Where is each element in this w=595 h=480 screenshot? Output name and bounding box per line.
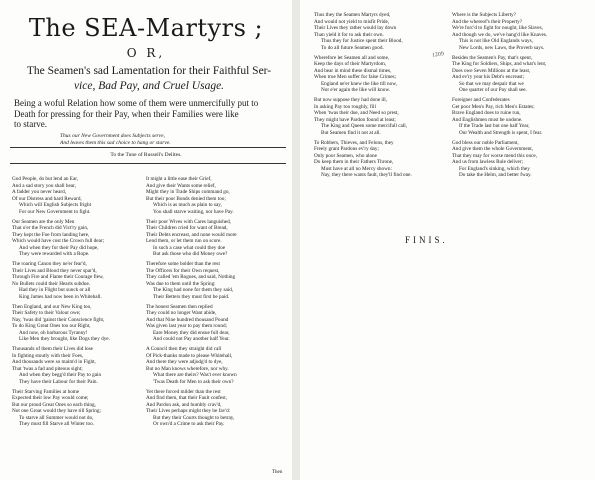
verse-line: And ev'ry year his Debt's encreast; [452, 74, 525, 80]
stanza [12, 176, 140, 215]
verse-column-4 [452, 12, 586, 182]
verse-line: But Seamen find it not at all. [321, 129, 381, 136]
verse-line: Thus they for Justice spent their Blood, [321, 38, 403, 44]
verse-line: Like Men they brought, like Dogs they dye. [19, 336, 110, 342]
shelfmark: 1209 [431, 51, 445, 59]
verse-line: Was due to them until the Spring: [146, 280, 216, 287]
verse-line: Nay, 'twas did 'gainst their Conscience fight, [12, 316, 105, 323]
verse-line: So that we may despair that we [459, 80, 524, 87]
verse-line: When true Men suffer for false Crimes; [314, 74, 397, 80]
verse-line: And find them, that their Fault confest, [146, 395, 227, 401]
verse-line: And give their Wants some relief, [146, 182, 216, 189]
verse-line: God bless our noble Parliament, [452, 139, 519, 146]
verse-line: In asking Pay too roughly, fill [314, 103, 376, 110]
verse-line: But they their Courts thought to betray, [153, 414, 235, 421]
stanza [452, 12, 586, 51]
verse-line: This is not like Old Englands ways, [459, 38, 533, 44]
stanza [452, 55, 586, 94]
verse-line: That they may for worse mend this once, [452, 152, 537, 159]
verse-line: Lend them, or let them run on score. [146, 238, 222, 244]
stanza [146, 304, 284, 343]
verse-line: To starve all Summer would not do, [19, 414, 94, 421]
stanza [146, 219, 284, 258]
book-gutter [292, 0, 300, 480]
verse-line: And Pardon ask, and humbly crav'd, [146, 401, 222, 408]
verse-line: Where is the Subjects Liberty? [452, 12, 516, 18]
verse-line: King James had now been in Whitehall. [19, 293, 102, 300]
verse-line: Do keep them in their Fathers Throne, [314, 159, 394, 165]
verse-line: Their Children cried for want of Bread, [146, 225, 228, 231]
ballad-title: The SEA-Martyrs ; [28, 14, 264, 42]
stanza [12, 261, 140, 300]
verse-line: The King had none for them they said, [153, 287, 234, 293]
verse-line: New Lords, new Laws, the Proverb says. [459, 44, 545, 51]
verse-line: Thus they the Seamen Martyrs dyed, [314, 12, 391, 18]
verse-line: Get poor Men's Pay, rich Men's Estates; [452, 103, 535, 110]
verse-line: For our New Government to fight. [19, 208, 91, 215]
verse-line: Was given last year to pay them round; [146, 323, 227, 329]
verse-line: And would not yield to misfit Pride, [314, 18, 390, 25]
verse-line: Freely grant Pardons ev'ry day; [314, 146, 379, 152]
verse-line: It might a little ease their Grief, [146, 176, 212, 182]
verse-line: If the Trade last but one half Year, [459, 123, 530, 129]
verse-line: Which would have cost the Crown full dear; [12, 238, 105, 244]
verse-line: But no Man knows wherefore, nor why. [146, 365, 229, 372]
verse-line: Our Wealth and Strength is spent, I fear. [459, 129, 543, 136]
verse-line: Their Safety to their Valour owe; [12, 310, 81, 316]
left-page [0, 0, 292, 480]
tune-line: To the Tune of Russell's Delites. [110, 152, 182, 158]
finis-text: FINIS. [405, 235, 448, 245]
verse-line: Which is as much as plain to say, [153, 202, 222, 208]
verse-line: Their Debts encreast, and none would more [146, 231, 237, 238]
verse-line: Of our Distress and hard Reward, [12, 195, 82, 202]
verse-line: Their Betters they must first be paid. [153, 293, 230, 300]
stanza [452, 140, 586, 179]
verse-line: Which will English Subjects fright [19, 202, 92, 208]
verse-line: They kept the Foe from landing here, [12, 231, 90, 238]
verse-line: In fighting stoutly with their Foes, [12, 352, 84, 359]
verse-line: When 'twas their due, and Need so prest, [314, 110, 399, 116]
verse-line: Then England, and our New King too, [12, 303, 92, 310]
verse-line: Their Lives perhaps might they be fav'd: [146, 408, 231, 414]
verse-line: Brave England does to ruine run, [452, 110, 521, 116]
verse-line: The King and Queen some mercifull call, [321, 123, 407, 129]
verse-line: Foreigner and Confederates [452, 97, 510, 103]
catchword: Then [272, 470, 283, 475]
verse-line: Besides the Seamen's Pay, that's spent, [452, 54, 533, 61]
subtitle-line-1: The Seamen's sad Lamentation for their Faithful Ser- [26, 65, 272, 77]
verse-line: For England's sinking, which they [459, 165, 530, 172]
motto-line: Thus our New Government does Subjects serve, [60, 133, 165, 139]
verse-line: And us from lawless Rule deliver; [452, 159, 524, 165]
stanza [452, 97, 586, 136]
verse-column-3 [314, 12, 444, 182]
verse-line: And the whereof's their Property? [452, 18, 523, 25]
verse-column-1 [12, 176, 140, 431]
title-or: O R, [126, 46, 166, 60]
verse-line: We're forc'd to fight for nought, like Slaves, [452, 25, 543, 31]
stanza [146, 176, 284, 215]
verse-line: They might have Pardon found at least; [314, 116, 396, 123]
verse-line: But their poor Bonds denied them too; [146, 195, 226, 202]
verse-line: Or own'd a Crime to ask their Pay. [153, 421, 225, 427]
verse-line: England ne'er knew the like till now, [321, 80, 397, 87]
verse-line: The Officers for their Own request, [146, 267, 220, 274]
stanza [12, 219, 140, 258]
verse-line: The King for Soldiers, Ships, and what's lent, [452, 61, 547, 67]
subtitle-line-2 [14, 80, 284, 92]
verse-line: Eare Money they did ensue full dear, [153, 329, 230, 336]
verse-line: Must have at all no Mercy shown: [321, 165, 392, 172]
verse-line: That 'twas a fad and piteous sight; [12, 365, 83, 372]
verse-line: And that Nine hundred thousand Pound [146, 316, 229, 323]
verse-line: And when they for their Pay did hope, [19, 244, 99, 251]
verse-line: Nor e'er again the like will know. [321, 87, 391, 93]
verse-line: But now suppose they had done ill, [314, 97, 388, 103]
verse-line: Thousands of them their Lives did lose [12, 346, 93, 352]
verse-line: Than yield it for to ask their own. [314, 31, 384, 38]
verse-line: And there they were adjudg'd to dye, [146, 359, 223, 365]
verse-line: Do take the Helm, and better fway. [459, 172, 532, 178]
verse-line: Wherefore let Seamen all and some, [314, 54, 390, 61]
verse-line: The roaring Canon they ne'er fear'd, [12, 261, 87, 267]
stanza [146, 261, 284, 300]
verse-line: And could not Pay another half Year. [153, 336, 230, 342]
verse-line: And Englishmen must be undone. [452, 116, 523, 123]
stanza [314, 140, 444, 179]
verse-line: One quarter of our Pay shall see. [459, 87, 527, 93]
verse-line: No Bullets could their Hearts subdue. [12, 280, 91, 287]
verse-line: To do King Great Ones too our Right, [12, 323, 91, 329]
verse-line: Nay, they there wants fault, they'll find one. [321, 172, 412, 178]
verse-line: God People, do but lend an Ear, [12, 176, 79, 182]
verse-line: And bear in mind these dismal times, [314, 67, 392, 74]
description-line: to starve. [14, 119, 47, 129]
stanza [314, 97, 444, 136]
subtitle-line-2-text: vice, Bad Pay, and Cruel Usage. [73, 80, 225, 92]
motto [60, 133, 290, 146]
verse-line: In such a case what could they doe [153, 244, 226, 251]
verse-line: A fadder you never heard, [12, 189, 67, 195]
stanza [314, 12, 444, 51]
verse-line: But ask those who did Money owe? [153, 251, 228, 257]
verse-line: Their Starving Families at home [12, 388, 80, 395]
verse-line: Through Fire and Flame their Courage flew, [12, 274, 104, 280]
motto-line: And leaves them this sad choice to hang or starve. [60, 139, 171, 146]
verse-line: Their Lives and Blood they never spar'd, [12, 267, 97, 274]
description-line: Death for pressing for their Pay, when their Families were like [14, 108, 239, 119]
description-line: Being a woful Relation how some of them were unmercifully put to [14, 98, 259, 108]
verse-line: They were rewarded with a Rope. [19, 251, 90, 257]
stanza [146, 346, 284, 385]
verse-line: Their Lives they rather would lay down [314, 25, 397, 31]
verse-line: And now, oh barbarous Tyranny! [19, 329, 88, 336]
verse-line: Their poor Wives with Cares languished, [146, 218, 231, 225]
verse-line: They must fill Starve all Winter too. [19, 421, 95, 427]
verse-line: That o'er the French did Vict'ry gain, [12, 225, 89, 231]
stanza [12, 346, 140, 385]
verse-line: They called 'em Rogues, and said, Nothing [146, 274, 236, 280]
verse-line: 'Twas Death for Men to ask their own? [153, 378, 234, 385]
verse-line: Of Pick-thanks made to please Whitehall, [146, 352, 233, 359]
divider-rule [10, 147, 286, 148]
verse-line: Does owe Seven Millions at the least, [452, 67, 531, 74]
verse-line: A Council then they straight did call [146, 346, 222, 352]
divider-rule [10, 163, 286, 164]
verse-line: Yet there forced milder than the rest [146, 388, 221, 395]
verse-column-2 [146, 176, 284, 431]
verse-line: Only poor Seamen, who alone [314, 152, 377, 159]
stanza [146, 389, 284, 428]
verse-line: They could no longer Want abide, [146, 310, 217, 316]
verse-line: And though we do, we've hang'd like Knaves. [452, 31, 548, 38]
stanza [12, 389, 140, 428]
verse-line: They have their Labour for their Pain. [19, 378, 98, 385]
verse-line: Might they in Trade Ships command go, [146, 189, 230, 195]
verse-line: Expected their low Pay would come; [12, 395, 89, 401]
verse-line: And when they begg'd their Pay to gain [19, 372, 102, 378]
stanza [314, 55, 444, 94]
verse-line: To do all future Seamen good. [321, 44, 384, 51]
verse-line: Keep the days of their Martyrdom, [314, 61, 387, 67]
verse-line: But our proud Great Ones so each thing, [12, 401, 96, 408]
verse-line: To Robbers, Thieves, and Felons, they [314, 139, 394, 146]
verse-line: Therefore some bolder than the rest [146, 261, 220, 267]
verse-line: And give them the whole Government, [452, 146, 533, 152]
verse-line: What there are theirs? Was't ever known [153, 372, 237, 378]
stanza [12, 304, 140, 343]
verse-line: Our Seamen are the only Men [12, 218, 75, 225]
verse-line: Had they in Flight but sunck or all [19, 287, 91, 293]
verse-line: Not one Groat would they have till Spring; [12, 408, 101, 414]
verse-line: And a sad story you shall hear, [12, 182, 76, 189]
right-page [300, 0, 595, 480]
verse-line: The honest Seamen then replied [146, 303, 213, 310]
description [14, 98, 284, 130]
verse-line: You shall starve waiting, nor have Pay. [153, 208, 234, 215]
verse-line: And thousands were so maim'd in Fight, [12, 359, 96, 365]
